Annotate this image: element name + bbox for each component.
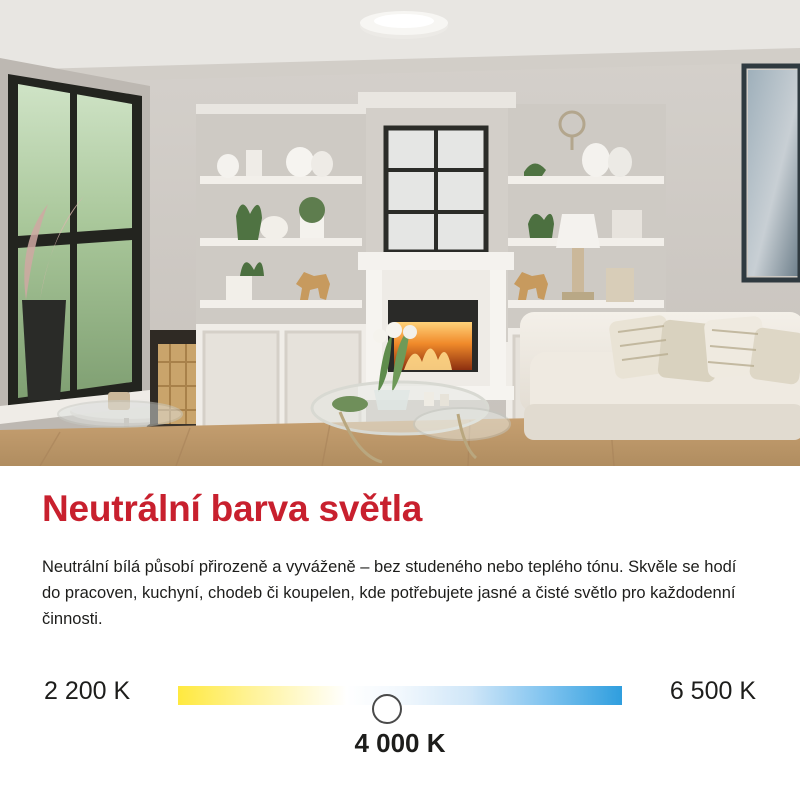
color-temperature-scale [0,672,800,718]
current-temperature-label: 4 000 K [354,728,446,758]
page-title: Neutrální barva světla [42,488,423,529]
scale-min-label: 2 200 K [44,677,131,705]
description-text: Neutrální bílá působí přirozeně a vyváženě – bez studeného nebo teplého tónu. Skvěle se hodí do pracoven, kuchyní, chodeb či koupelen, kde potřebujete jasné a čisté světlo pro každodenní činnosti. [42,558,737,628]
temperature-gradient-bar [178,686,622,705]
temperature-knob[interactable] [372,694,402,724]
scale-max-label: 6 500 K [669,677,756,705]
text-section [0,466,800,800]
